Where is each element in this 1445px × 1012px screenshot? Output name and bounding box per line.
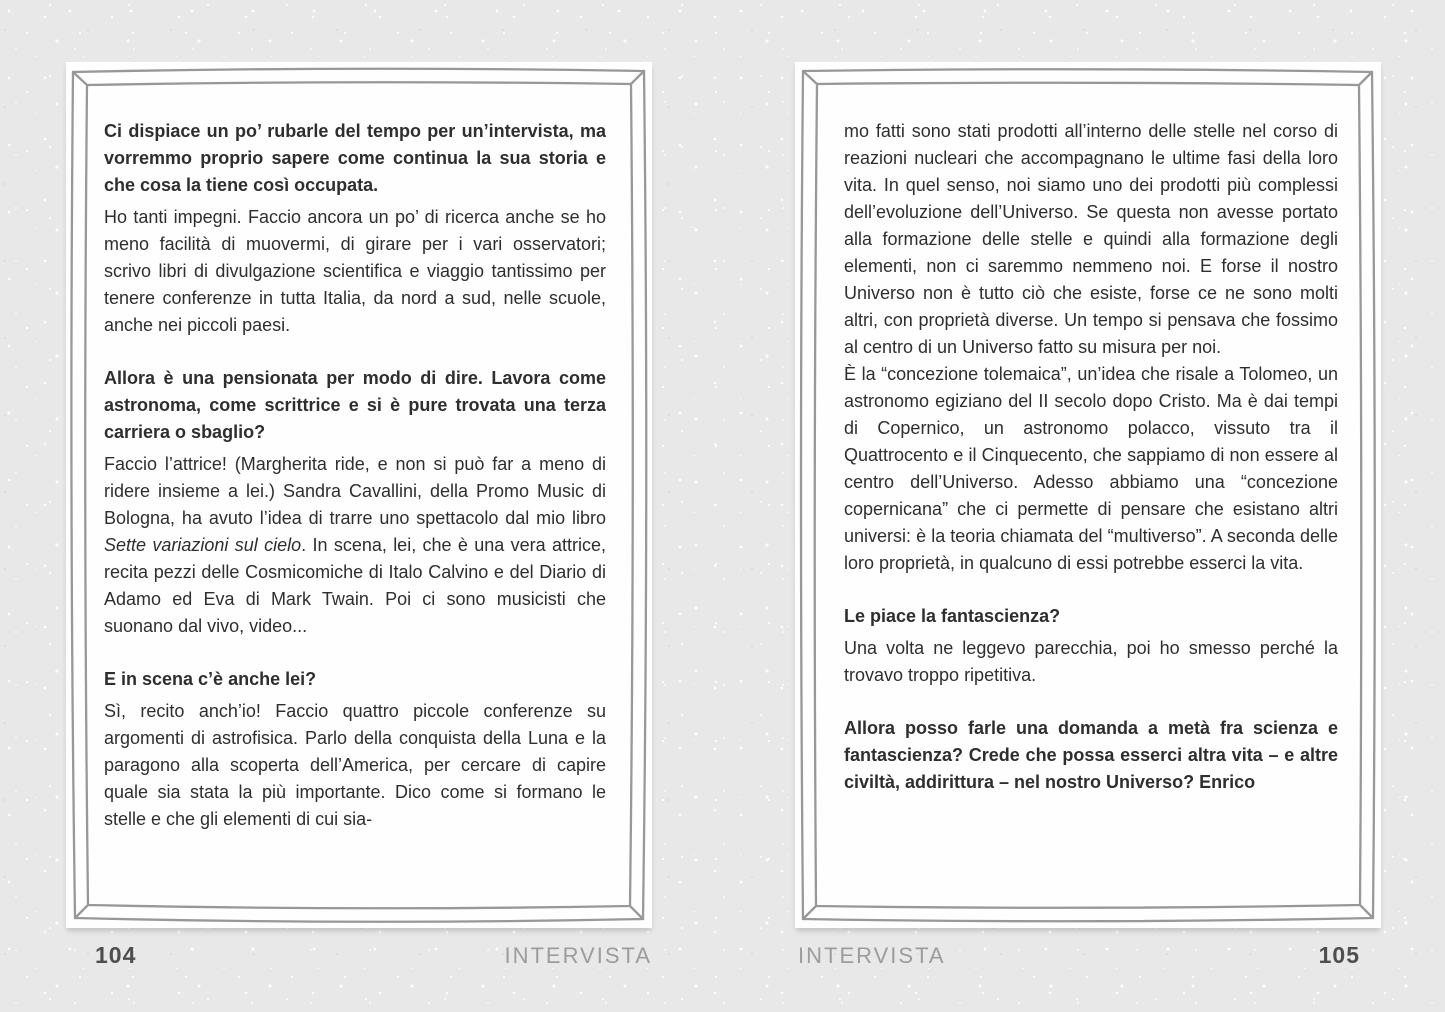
paragraph: mo fatti sono stati prodotti all’interno delle stelle nel corso di reazioni nucleari che accompagnano le ultime fasi della loro vita. In quel senso, noi siamo uno dei prodotti più complessi dell’evoluzione dell’Universo. Se questa non avesse portato alla formazione delle stelle e quindi alla formazione degli elementi, non ci saremmo nemmeno noi. E forse il nostro Universo non è tutto ciò che esiste, forse ce ne sono molti altri, con proprietà diverse. Un tempo si pensava che fossimo al centro di un Universo fatto su misura per noi. — [844, 121, 1338, 357]
running-title: INTERVISTA — [798, 943, 946, 968]
interview-answer: Una volta ne leggevo parecchia, poi ho smesso perché la trovavo troppo ripetitiva. — [844, 638, 1338, 685]
right-page-text — [844, 118, 1338, 902]
interview-question: Le piace la fantascienza? — [844, 606, 1061, 626]
interview-answer: Ho tanti impegni. Faccio ancora un po’ di ricerca anche se ho meno facilità di muovermi, di girare per i vari osservatori; scrivo libri di divulgazione scientifica e viaggio tantissimo per tenere conferenze in tutta Italia, da nord a sud, nelle scuole, anche nei piccoli paesi. — [104, 207, 606, 335]
left-page-footer — [95, 942, 652, 968]
interview-question: Allora è una pensionata per modo di dire. Lavora come astronoma, come scrittrice e si è pure trovata una terza carriera o sbaglio? — [104, 368, 606, 442]
right-page — [795, 62, 1381, 928]
paragraph: È la “concezione tolemaica”, un’idea che risale a Tolomeo, un astronomo egiziano del II secolo dopo Cristo. Ma è dai tempi di Copernico, un astronomo polacco, vissuto tra il Quattrocento e il Cinquecento, che sappiamo di non essere al centro dell’Universo. Adesso abbiamo una “concezione copernicana” che ci permette di pensare che esistano altri universi: è la teoria chiamata del “multiverso”. A seconda delle loro proprietà, in qualcuno di essi potrebbe esserci la vita. — [844, 364, 1338, 573]
interview-question: Ci dispiace un po’ rubarle del tempo per un’intervista, ma vorremmo proprio sapere come continua la sua storia e che cosa la tiene così occupata. — [104, 121, 606, 195]
running-title: INTERVISTA — [504, 943, 652, 968]
left-page — [66, 62, 652, 928]
interview-question: E in scena c’è anche lei? — [104, 669, 317, 689]
page-number: 105 — [1318, 942, 1360, 968]
interview-answer: Sì, recito anch’io! Faccio quattro piccole conferenze su argomenti di astrofisica. Parlo della conquista della Luna e la paragono alla scoperta dell’America, per cercare di capire quale sia stata la più importante. Dico come si formano le stelle e che gli elementi di cui sia- — [104, 701, 606, 829]
right-page-footer — [798, 942, 1360, 968]
interview-answer: Faccio l’attrice! (Margherita ride, e non si può far a meno di ridere insieme a lei.) Sandra Cavallini, della Promo Music di Bologna, ha avuto l’idea di trarre uno spettacolo dal mio libro Sette variazioni sul cielo. In scena, lei, che è una vera attrice, recita pezzi delle Cosmicomiche di Italo Calvino e del Diario di Adamo ed Eva di Mark Twain. Poi ci sono musicisti che suonano dal vivo, video... — [104, 454, 606, 636]
left-page-text — [104, 118, 606, 902]
page-number: 104 — [95, 942, 137, 968]
interview-question: Allora posso farle una domanda a metà fra scienza e fantascienza? Crede che possa esserci altra vita – e altre civiltà, addirittura – nel nostro Universo? Enrico — [844, 718, 1338, 792]
